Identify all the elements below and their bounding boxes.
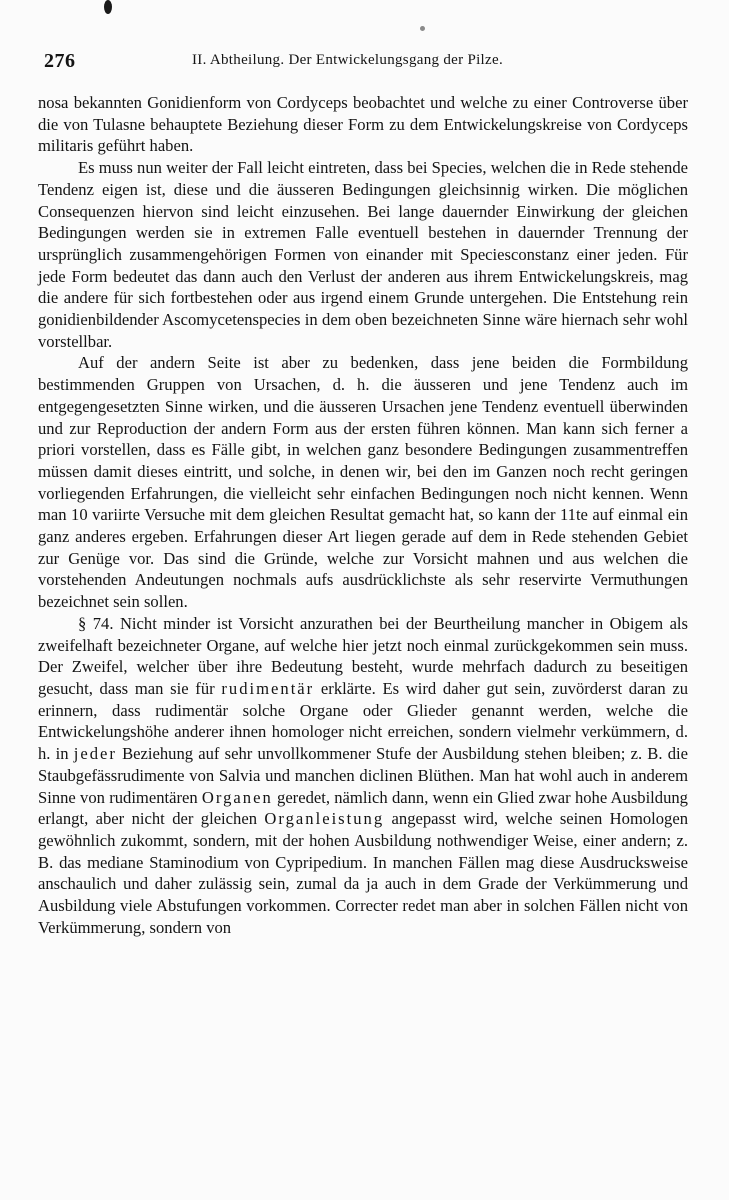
- body-text: [38, 92, 688, 938]
- paragraph: [38, 613, 688, 939]
- paragraph-text: nosa bekannten Gonidienform von Cordyceps beobachtet und welche zu einer Controverse über die von Tulasne behauptete Beziehung dieser Form zu dem Entwickelungskreise von Cordyceps militaris geführt haben.: [38, 93, 688, 156]
- paragraph: [38, 92, 688, 157]
- paragraph-text: Es muss nun weiter der Fall leicht eintreten, dass bei Species, welchen die in Rede stehende Tendenz eigen ist, diese und die äusseren Bedingungen gleichsinnig wirken. Die möglichen Consequenzen hiervon sind leicht einzusehen. Bei lange dauernder Einwirkung der gleichen Bedingungen werden sie in extremen Falle eventuell bestehen in dauernder Trennung der ursprünglich zusammengehörigen Formen von einander mit Speciesconstanz einer jeden. Für jede Form bedeutet das dann auch den Verlust der anderen aus ihrem Entwickelungskreis, mag die andere für sich fortbestehen oder aus irgend einem Grunde untergehen. Die Entstehung rein gonidienbildender Ascomycetenspecies in dem oben bezeichneten Sinne wäre hiernach sehr wohl vorstellbar.: [38, 158, 688, 351]
- spaced-emphasis-text: jeder: [73, 744, 117, 764]
- page-header: [44, 50, 694, 72]
- spaced-emphasis-text: Organleistung: [264, 809, 385, 829]
- spaced-emphasis-text: rudimentär: [221, 678, 315, 698]
- paragraph-text: geredet, nämlich dann, wenn ein Glied zwar hohe Ausbildung erlangt, aber nicht der gleichen: [38, 787, 688, 829]
- ink-spot: [104, 0, 112, 14]
- paragraph: [38, 352, 688, 612]
- page-number: 276: [44, 50, 76, 72]
- paragraph-text: angepasst wird, welche seinen Homologen gewöhnlich zukommt, sondern, mit der hohen Ausbildung nothwendiger Weise, einer andern; z. B. das mediane Staminodium von Cypripedium. In manchen Fällen mag diese Ausdrucksweise anschaulich und daher zulässig sein, zumal da ja auch in dem Grade der Verkümmerung und Ausbildung viele Abstufungen vorkommen. Correcter redet man aber in solchen Fällen nicht von Verkümmerung, sondern von: [38, 809, 689, 937]
- ink-spot: [420, 26, 425, 31]
- paragraph-text: § 74. Nicht minder ist Vorsicht anzurathen bei der Beurtheilung mancher in Obigem als zweifelhaft bezeichneter Organe, auf welche hier jetzt noch einmal zurückgekommen sein muss. Der Zweifel, welcher über ihre Bedeutung besteht, wurde mehrfach dadurch zu beseitigen gesucht, dass man sie für: [38, 613, 688, 698]
- spaced-emphasis-text: Organen: [201, 787, 273, 807]
- paragraph-text: erklärte. Es wird daher gut sein, zuvörderst daran zu erinnern, dass rudimentär solche Organe oder Glieder genannt werden, welche die Entwickelungshöhe anderer ihnen homologer nicht erreichen, sondern vielmehr verkümmern, d. h. in: [38, 678, 689, 764]
- paragraph-text: Auf der andern Seite ist aber zu bedenken, dass jene beiden die Formbildung bestimmenden Gruppen von Ursachen, d. h. die äusseren und jene Tendenz auch im entgegengesetzten Sinne wirken, und die äusseren Ursachen jene Tendenz eventuell überwinden und zur Reproduction der andern Form aus der ersten führen können. Man kann sich ferner a priori vorstellen, dass es Fälle gibt, in welchen ganz besondere Bedingungen zusammentreffen müssen damit dieses eintritt, und solche, in denen wir, bei den im Ganzen noch recht geringen vorliegenden Erfahrungen, die vielleicht sehr einfachen Bedingungen noch nicht kennen. Wenn man 10 variirte Versuche mit dem gleichen Resultat gemacht hat, so kann der 11te auf einmal ein ganz anderes ergeben. Erfahrungen dieser Art liegen gerade auf dem in Rede stehenden Gebiet zur Genüge vor. Das sind die Gründe, welche zur Vorsicht mahnen und aus welchen die vorstehenden Andeutungen nochmals aufs ausdrücklichste als sehr reservirte Vermuthungen bezeichnet sein sollen.: [38, 353, 688, 612]
- running-head: II. Abtheilung. Der Entwickelungsgang der Pilze.: [192, 52, 503, 68]
- paragraph-text: Beziehung auf sehr unvollkommener Stufe der Ausbildung stehen bleiben; z. B. die Staubgefässrudimente von Salvia und manchen diclinen Blüthen. Man hat wohl auch in anderem Sinne von rudimentären: [38, 744, 688, 807]
- paragraph: [38, 157, 688, 352]
